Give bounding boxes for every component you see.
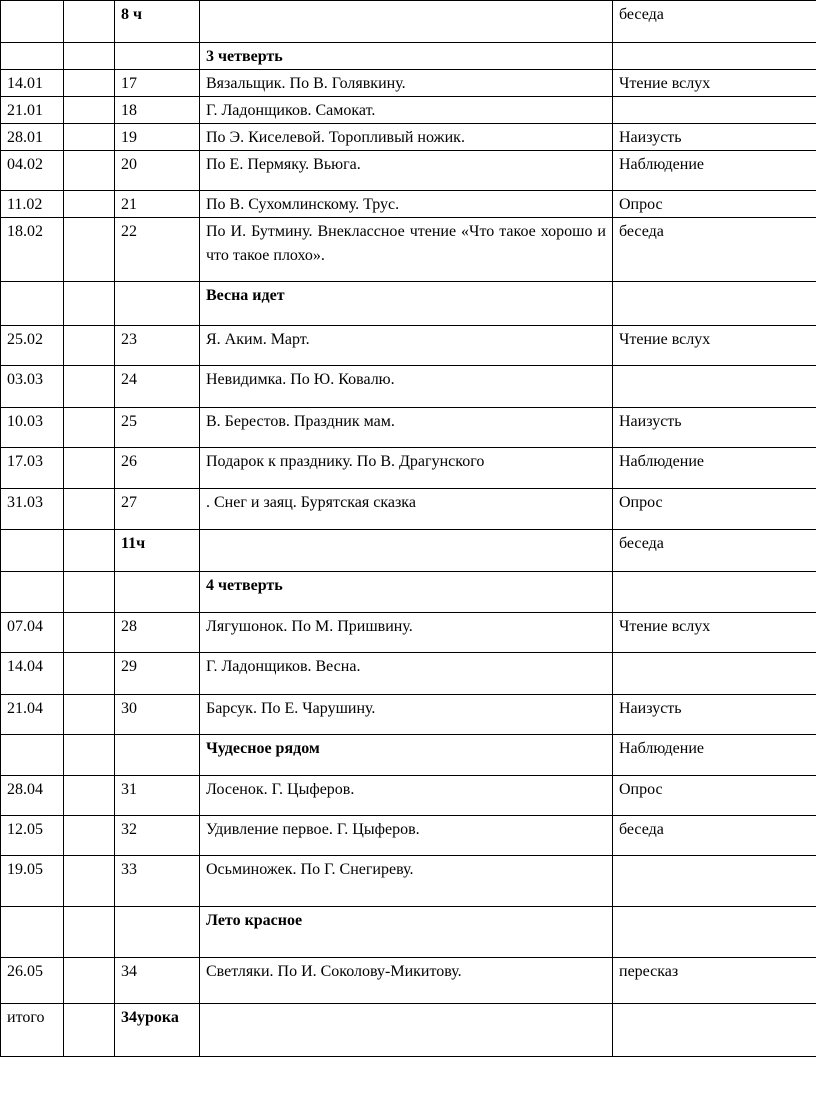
- table-row: [1, 695, 816, 735]
- lesson-number-cell: [115, 907, 200, 958]
- lesson-topic: По Э. Киселевой. Торопливый ножик.: [206, 129, 465, 146]
- spacer-cell: [64, 151, 115, 191]
- form-cell: беседа: [613, 816, 816, 856]
- spacer-cell: [64, 448, 115, 489]
- date-cell: 07.04: [1, 613, 64, 653]
- topic-cell: [200, 408, 613, 448]
- table-row: [1, 907, 816, 958]
- topic-cell: [200, 70, 613, 97]
- lesson-topic: Осьминожек. По Г. Снегиреву.: [206, 861, 414, 878]
- date-cell: [1, 1, 64, 43]
- lesson-number-cell: 29: [115, 653, 200, 695]
- lesson-number-cell: 31: [115, 776, 200, 816]
- lesson-topic: По Е. Пермяку. Вьюга.: [206, 156, 361, 173]
- form-cell: Наизусть: [613, 695, 816, 735]
- date-cell: 03.03: [1, 366, 64, 408]
- lesson-number-cell: 26: [115, 448, 200, 489]
- lesson-topic: Подарок к празднику. По В. Драгунского: [206, 453, 485, 470]
- lesson-number-cell: 18: [115, 97, 200, 124]
- table-row: [1, 958, 816, 1004]
- section-heading-cell: [200, 735, 613, 776]
- section-heading-cell: [200, 572, 613, 613]
- date-cell: [1, 43, 64, 70]
- spacer-cell: [64, 613, 115, 653]
- lesson-number-cell: 23: [115, 326, 200, 366]
- spacer-cell: [64, 97, 115, 124]
- table-row: [1, 776, 816, 816]
- form-cell: Опрос: [613, 489, 816, 530]
- date-cell: [1, 735, 64, 776]
- lesson-number-cell: [115, 572, 200, 613]
- topic-cell: [200, 1004, 613, 1057]
- form-cell: беседа: [613, 1, 816, 43]
- form-cell: Чтение вслух: [613, 613, 816, 653]
- spacer-cell: [64, 326, 115, 366]
- topic-cell: [200, 366, 613, 408]
- spacer-cell: [64, 816, 115, 856]
- lesson-number-cell: 11ч: [115, 530, 200, 572]
- section-heading: Чудесное рядом: [206, 740, 320, 757]
- form-cell: [613, 366, 816, 408]
- topic-cell: [200, 124, 613, 151]
- date-cell: 25.02: [1, 326, 64, 366]
- section-heading-cell: [200, 43, 613, 70]
- form-cell: Наблюдение: [613, 735, 816, 776]
- form-cell: Чтение вслух: [613, 70, 816, 97]
- lesson-number-cell: 17: [115, 70, 200, 97]
- table-row: [1, 1, 816, 43]
- spacer-cell: [64, 530, 115, 572]
- table-row: [1, 366, 816, 408]
- date-cell: 18.02: [1, 218, 64, 282]
- topic-cell: [200, 151, 613, 191]
- lesson-number-cell: 34урока: [115, 1004, 200, 1057]
- topic-cell: [200, 97, 613, 124]
- section-heading-cell: [200, 282, 613, 326]
- form-cell: [613, 907, 816, 958]
- spacer-cell: [64, 907, 115, 958]
- topic-cell: [200, 489, 613, 530]
- date-cell: 31.03: [1, 489, 64, 530]
- date-cell: итого: [1, 1004, 64, 1057]
- table-row: [1, 282, 816, 326]
- date-cell: [1, 572, 64, 613]
- lesson-number-cell: 20: [115, 151, 200, 191]
- date-cell: 04.02: [1, 151, 64, 191]
- lesson-number-cell: 22: [115, 218, 200, 282]
- lesson-number-cell: 28: [115, 613, 200, 653]
- form-cell: [613, 653, 816, 695]
- lesson-topic: Невидимка. По Ю. Ковалю.: [206, 371, 395, 388]
- lesson-topic: Светляки. По И. Соколову-Микитову.: [206, 963, 462, 980]
- form-cell: [613, 856, 816, 907]
- lesson-topic: Удивление первое. Г. Цыферов.: [206, 821, 420, 838]
- spacer-cell: [64, 218, 115, 282]
- form-cell: Наизусть: [613, 124, 816, 151]
- topic-cell: [200, 1, 613, 43]
- spacer-cell: [64, 653, 115, 695]
- table-row: [1, 572, 816, 613]
- lesson-topic: Лягушонок. По М. Пришвину.: [206, 618, 413, 635]
- table-row: [1, 735, 816, 776]
- lesson-topic: Лосенок. Г. Цыферов.: [206, 781, 355, 798]
- date-cell: 28.01: [1, 124, 64, 151]
- spacer-cell: [64, 776, 115, 816]
- lesson-number-cell: 21: [115, 191, 200, 218]
- date-cell: [1, 282, 64, 326]
- lesson-number-cell: 30: [115, 695, 200, 735]
- topic-cell: [200, 958, 613, 1004]
- lesson-number-cell: 32: [115, 816, 200, 856]
- topic-cell: [200, 695, 613, 735]
- date-cell: 19.05: [1, 856, 64, 907]
- lesson-topic: Барсук. По Е. Чарушину.: [206, 700, 376, 717]
- spacer-cell: [64, 695, 115, 735]
- spacer-cell: [64, 856, 115, 907]
- spacer-cell: [64, 191, 115, 218]
- form-cell: [613, 43, 816, 70]
- table-row: [1, 191, 816, 218]
- table-row: [1, 43, 816, 70]
- spacer-cell: [64, 408, 115, 448]
- table-row: [1, 530, 816, 572]
- date-cell: 10.03: [1, 408, 64, 448]
- form-cell: [613, 1004, 816, 1057]
- date-cell: 28.04: [1, 776, 64, 816]
- lesson-topic: По И. Бутмину. Внеклассное чтение «Что такое хорошо и что такое плохо».: [206, 223, 606, 264]
- topic-cell: [200, 653, 613, 695]
- form-cell: Наблюдение: [613, 151, 816, 191]
- form-cell: Опрос: [613, 776, 816, 816]
- date-cell: 21.04: [1, 695, 64, 735]
- spacer-cell: [64, 572, 115, 613]
- table-row: [1, 70, 816, 97]
- form-cell: беседа: [613, 530, 816, 572]
- lesson-topic: Г. Ладонщиков. Самокат.: [206, 102, 376, 119]
- table-row: [1, 489, 816, 530]
- form-cell: беседа: [613, 218, 816, 282]
- date-cell: 11.02: [1, 191, 64, 218]
- table-row: [1, 218, 816, 282]
- topic-cell: [200, 816, 613, 856]
- table-row: [1, 448, 816, 489]
- spacer-cell: [64, 43, 115, 70]
- date-cell: 21.01: [1, 97, 64, 124]
- form-cell: Наблюдение: [613, 448, 816, 489]
- topic-cell: [200, 776, 613, 816]
- date-cell: 17.03: [1, 448, 64, 489]
- lesson-number-cell: 24: [115, 366, 200, 408]
- table-row: [1, 816, 816, 856]
- form-cell: [613, 572, 816, 613]
- date-cell: 26.05: [1, 958, 64, 1004]
- lesson-number-cell: 27: [115, 489, 200, 530]
- spacer-cell: [64, 735, 115, 776]
- section-heading-cell: [200, 907, 613, 958]
- spacer-cell: [64, 1, 115, 43]
- topic-cell: [200, 326, 613, 366]
- lesson-topic: В. Берестов. Праздник мам.: [206, 413, 395, 430]
- lesson-topic: Вязальщик. По В. Голявкину.: [206, 75, 406, 92]
- spacer-cell: [64, 1004, 115, 1057]
- form-cell: Чтение вслух: [613, 326, 816, 366]
- lesson-topic: Я. Аким. Март.: [206, 331, 310, 348]
- spacer-cell: [64, 489, 115, 530]
- table-row: [1, 613, 816, 653]
- form-cell: [613, 97, 816, 124]
- table-row: [1, 97, 816, 124]
- spacer-cell: [64, 958, 115, 1004]
- table-row: [1, 856, 816, 907]
- topic-cell: [200, 191, 613, 218]
- lesson-number-cell: [115, 43, 200, 70]
- topic-cell: [200, 856, 613, 907]
- date-cell: [1, 530, 64, 572]
- table-row: [1, 151, 816, 191]
- date-cell: [1, 907, 64, 958]
- lesson-number-cell: 8 ч: [115, 1, 200, 43]
- lesson-number-cell: 33: [115, 856, 200, 907]
- spacer-cell: [64, 124, 115, 151]
- lesson-topic: . Снег и заяц. Бурятская сказка: [206, 494, 416, 511]
- table-row: [1, 1004, 816, 1057]
- table-row: [1, 326, 816, 366]
- section-heading: 4 четверть: [206, 577, 283, 594]
- lesson-number-cell: [115, 282, 200, 326]
- date-cell: 14.01: [1, 70, 64, 97]
- topic-cell: [200, 530, 613, 572]
- topic-cell: [200, 613, 613, 653]
- form-cell: Опрос: [613, 191, 816, 218]
- date-cell: 14.04: [1, 653, 64, 695]
- form-cell: Наизусть: [613, 408, 816, 448]
- table-row: [1, 408, 816, 448]
- lesson-number-cell: 25: [115, 408, 200, 448]
- date-cell: 12.05: [1, 816, 64, 856]
- section-heading: Весна идет: [206, 287, 285, 304]
- lesson-number-cell: 19: [115, 124, 200, 151]
- table-row: [1, 653, 816, 695]
- form-cell: пересказ: [613, 958, 816, 1004]
- spacer-cell: [64, 282, 115, 326]
- lesson-number-cell: [115, 735, 200, 776]
- lesson-topic: По В. Сухомлинскому. Трус.: [206, 196, 400, 213]
- table-row: [1, 124, 816, 151]
- form-cell: [613, 282, 816, 326]
- topic-cell: [200, 218, 613, 282]
- spacer-cell: [64, 366, 115, 408]
- lesson-number-cell: 34: [115, 958, 200, 1004]
- spacer-cell: [64, 70, 115, 97]
- lesson-topic: Г. Ладонщиков. Весна.: [206, 658, 361, 675]
- section-heading: Лето красное: [206, 912, 303, 929]
- topic-cell: [200, 448, 613, 489]
- section-heading: 3 четверть: [206, 48, 283, 65]
